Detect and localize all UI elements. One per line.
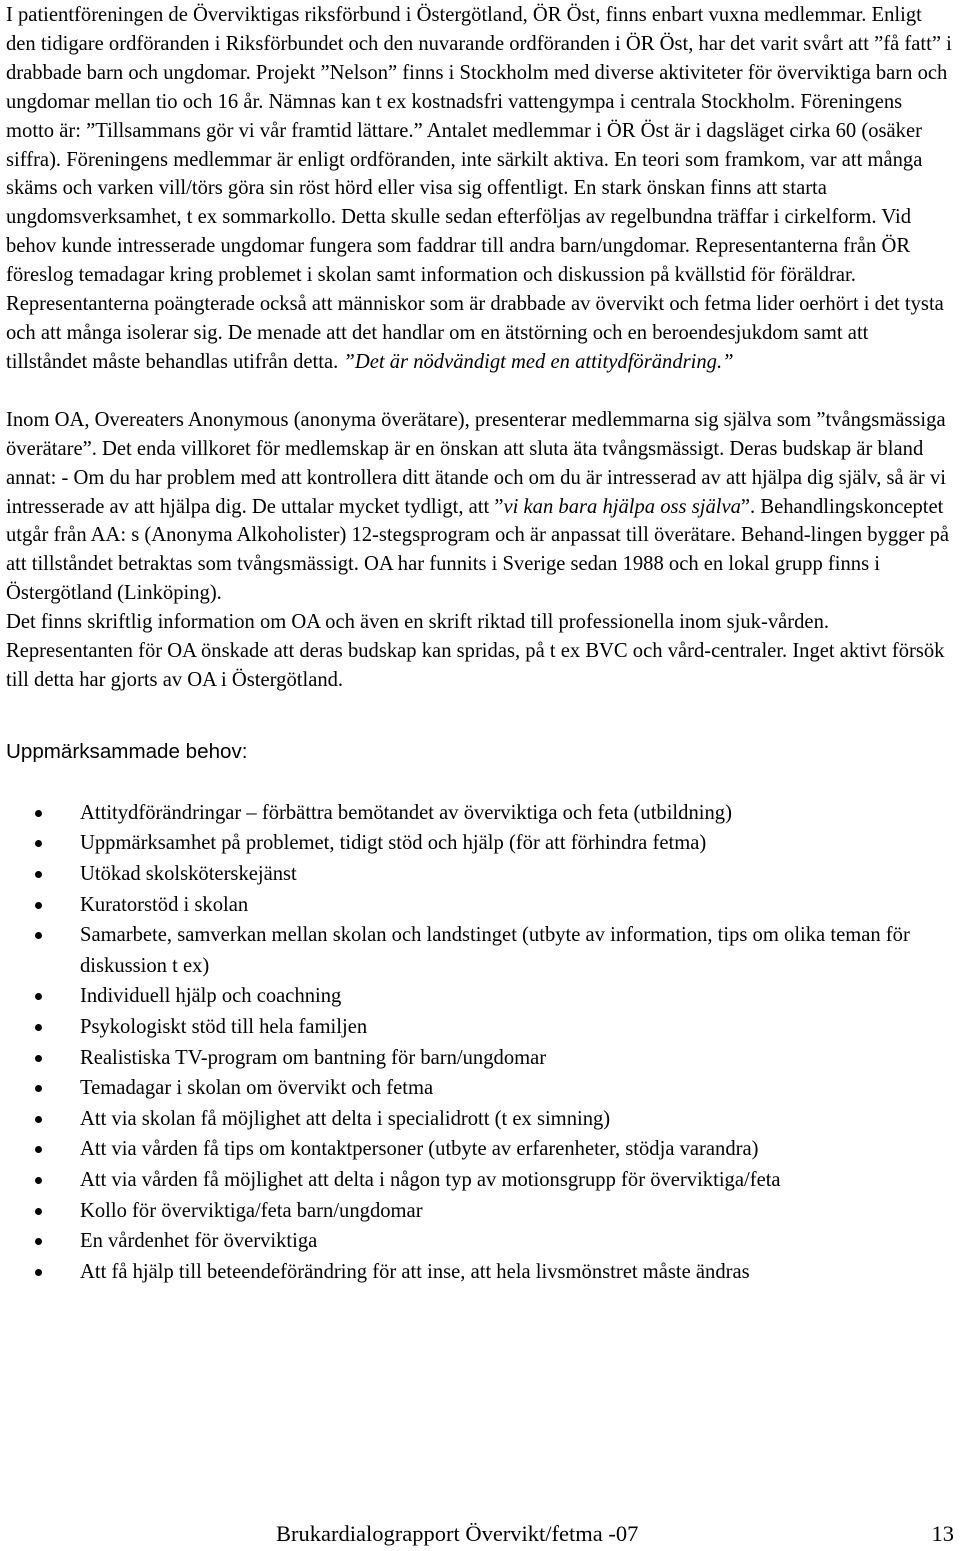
list-item: [6, 798, 954, 829]
needs-heading: Uppmärksammade behov:: [6, 739, 248, 763]
bullet-icon: [35, 810, 42, 817]
list-item-text: Utökad skolsköterskejänst: [80, 863, 297, 886]
list-item: [6, 828, 954, 859]
list-item-text: Individuell hjälp och coachning: [80, 985, 342, 1008]
list-item: [6, 1257, 954, 1288]
paragraph-or-ost-text: I patientföreningen de Överviktigas riksförbund i Östergötland, ÖR Öst, finns enbart vuxna medlemmar. Enligt den tidigare ordföranden i Riksförbundet och den nuvarande ordföranden i ÖR Öst, har det varit svårt att ”få fatt” i drabbade barn och ungdomar. Projekt ”Nelson” finns i Stockholm med diverse aktiviteter för överviktiga barn och ungdomar mellan tio och 16 år. Nämnas kan t ex kostnadsfri vattengympa i centrala Stockholm. Föreningens motto är: ”Tillsammans gör vi vår framtid lättare.” Antalet medlemmar i ÖR Öst är i dagsläget cirka 60 (osäker siffra). Föreningens medlemmar är enligt ordföranden, inte särkilt aktiva. En teori som framkom, var att många skäms och varken vill/törs göra sin röst hörd eller visa sig offentligt. En stark önskan finns att starta ungdomsverksamhet, t ex sommarkollo. Detta skulle sedan efterföljas av regelbundna träffar i cirkelform. Vid behov kunde intresserade ungdomar fungera som faddrar till andra barn/ungdomar. Representanterna från ÖR föreslog temadagar kring problemet i skolan samt information och diskussion på kvällstid för föräldrar. Representanterna poängterade också att människor som är drabbade av övervikt och fetma lider oerhört i det tysta och att många isolerar sig. De menade att det handlar om en ätstörning och en beroendesjukdom samt att tillståndet måste behandlas utifrån detta.: [6, 4, 952, 373]
list-item: [6, 920, 954, 981]
list-item-text: Kollo för överviktiga/feta barn/ungdomar: [80, 1199, 423, 1222]
document-page: [6, 0, 954, 1287]
paragraph-oa-text-a: Inom OA, Overeaters Anonymous (anonyma överätare), presenterar medlemmarna sig själva som ”tvångsmässiga överätare”. Det enda villkoret för medlemskap är en önskan att sluta äta tvångsmässigt. Deras budskap är bland annat: - Om du har problem med att kontrollera ditt ätande och om du är intresserad av att hjälpa dig själv, så är vi intresserade av att hjälpa dig. De uttalar mycket tydligt, att ”: [6, 408, 946, 518]
page-number: 13: [931, 1521, 954, 1546]
bullet-icon: [35, 1085, 42, 1092]
list-item-text: Psykologiskt stöd till hela familjen: [80, 1016, 368, 1038]
needs-list: [6, 798, 954, 1288]
list-item-text: Attitydförändringar – förbättra bemötandet av överviktiga och feta (utbildning): [80, 801, 732, 824]
list-item: [6, 1134, 954, 1165]
paragraph-oa-text-b: ”. Behandlingskonceptet utgår från AA: s (Anonyma Alkoholister) 12-stegsprogram och är anpassat till överätare. Behand-lingen bygger på att tillståndet betraktas som tvångsmässigt. OA har funnits i Sverige sedan 1988 och en lokal grupp finns i Östergötland (Linköping).: [6, 495, 950, 605]
bullet-icon: [35, 1269, 42, 1276]
bullet-icon: [35, 1238, 42, 1245]
list-item-text: Samarbete, samverkan mellan skolan och landstinget (utbyte av information, tips om olika teman för diskussion t ex): [80, 924, 910, 977]
bullet-icon: [35, 1146, 42, 1153]
bullet-icon: [35, 871, 42, 878]
bullet-icon: [35, 1024, 42, 1031]
oa-quote: vi kan bara hjälpa oss själva: [503, 495, 741, 518]
list-item: [6, 859, 954, 890]
bullet-icon: [35, 932, 42, 939]
bullet-icon: [35, 840, 42, 847]
bullet-icon: [35, 1208, 42, 1215]
list-item: [6, 1104, 954, 1135]
paragraph-or-ost: [6, 1, 954, 377]
list-item-text: En vårdenhet för överviktiga: [80, 1230, 318, 1253]
bullet-icon: [35, 1177, 42, 1184]
bullet-icon: [35, 993, 42, 1000]
list-item: [6, 1073, 954, 1104]
list-item: [6, 1012, 954, 1043]
list-item: [6, 1226, 954, 1257]
bullet-icon: [35, 1116, 42, 1123]
list-item: [6, 890, 954, 921]
list-item-text: Uppmärksamhet på problemet, tidigt stöd och hjälp (för att förhindra fetma): [80, 832, 707, 855]
list-item-text: Att via vården få möjlighet att delta i någon typ av motionsgrupp för överviktiga/feta: [80, 1168, 781, 1191]
footer-title: Brukardialograpport Övervikt/fetma -07: [276, 1521, 639, 1546]
list-item-text: Att få hjälp till beteendeförändring för att inse, att hela livsmönstret måste ändras: [80, 1260, 750, 1283]
paragraph-oa: [6, 406, 954, 608]
list-item-text: Att via vården få tips om kontaktpersoner (utbyte av erfarenheter, stödja varandra): [80, 1138, 759, 1161]
paragraph-oa-information: Det finns skriftlig information om OA och även en skrift riktad till professionella inom sjuk-vården. Representanten för OA önskade att deras budskap kan spridas, på t ex BVC och vård-centraler. Inget aktivt försök till detta har gjorts av OA i Östergötland.: [6, 611, 945, 691]
attitude-quote: ”Det är nödvändigt med en attitydförändring.”: [343, 350, 734, 373]
list-item: [6, 1165, 954, 1196]
bullet-icon: [35, 902, 42, 909]
list-item: [6, 981, 954, 1012]
list-item: [6, 1043, 954, 1074]
list-item-text: Temadagar i skolan om övervikt och fetma: [80, 1077, 434, 1100]
list-item-text: Realistiska TV-program om bantning för barn/ungdomar: [80, 1046, 547, 1069]
list-item-text: Kuratorstöd i skolan: [80, 893, 249, 916]
bullet-icon: [35, 1055, 42, 1062]
list-item-text: Att via skolan få möjlighet att delta i specialidrott (t ex simning): [80, 1107, 611, 1130]
list-item: [6, 1196, 954, 1227]
